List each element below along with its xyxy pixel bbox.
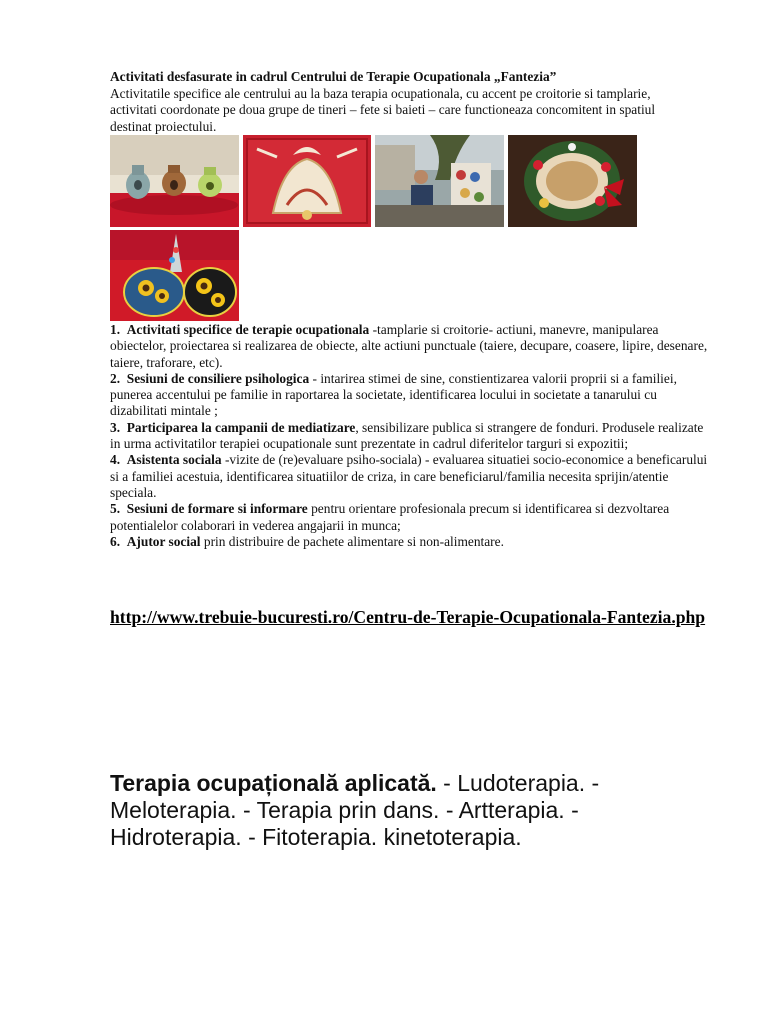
item-text: -tamplarie si croitorie- actiuni, manevre, manipularea obiectelor, proiectarea si realizarea de obiecte, alte actiuni punctuale (taiere, decupare, coasere, lipire, desenare, taiere, traforare, etc). — [110, 322, 708, 370]
item-text: prin distribuire de pachete alimentare si non-alimentare. — [200, 533, 504, 549]
item-number: 6. — [110, 533, 121, 549]
item-text: -vizite de (re)evaluare psiho-sociala) - evaluarea situatiei socio-economice a beneficarului si a familiei acestuia, identificarea situatiilor de criza, in care beneficiarul/familia necesita sprijin/atentie speciala. — [110, 452, 708, 500]
footer-text: - Ludoterapia. - Meloterapia. - Terapia prin dans. - Artterapia. - Hidroterapia. - Fitoterapia. kinetoterapia. — [110, 770, 600, 850]
item-heading: Participarea la campanii de mediatizare — [126, 419, 356, 435]
item-heading: Sesiuni de formare si informare — [126, 501, 308, 517]
painted-bell-photo — [243, 135, 371, 227]
sunflower-plates-photo — [110, 230, 239, 321]
item-number: 1. — [110, 322, 121, 337]
document-title: Activitati desfasurate in cadrul Centrului de Terapie Ocupationala „Fantezia” — [110, 69, 557, 84]
item-heading: Activitati specifice de terapie ocupationala — [126, 322, 370, 337]
christmas-wreath-photo — [508, 135, 637, 227]
item-number: 2. — [110, 370, 121, 386]
item-heading: Ajutor social — [126, 533, 201, 549]
source-link[interactable]: http://www.trebuie-bucuresti.ro/Centru-de-Terapie-Ocupationala-Fantezia.php — [110, 607, 706, 627]
list-item — [110, 322, 712, 371]
craft-fair-vendor-photo — [375, 135, 504, 227]
item-text: pentru orientare profesionala precum si identificarea si dezvoltarea potentialelor colaborari in vederea angajarii in munca; — [110, 501, 670, 533]
item-text: , sensibilizare publica si strangere de fonduri. Produsele realizate in urma activitatilor terapiei ocupationale sunt prezentate in cadrul diferitelor targuri si expozitii; — [110, 419, 704, 452]
item-heading: Sesiuni de consiliere psihologica — [126, 370, 310, 386]
list-item — [110, 420, 712, 453]
item-number: 5. — [110, 501, 121, 517]
footer-heading: Terapia ocupațională aplicată. — [110, 770, 437, 796]
list-item — [110, 501, 712, 534]
list-item — [110, 371, 712, 420]
list-item — [110, 452, 712, 501]
footer-paragraph — [110, 770, 670, 851]
item-number: 3. — [110, 419, 121, 435]
list-item — [110, 534, 712, 550]
item-number: 4. — [110, 452, 121, 468]
item-heading: Asistenta sociala — [126, 452, 222, 468]
ceramic-lamps-photo — [110, 135, 239, 227]
item-text: - intarirea stimei de sine, constientizarea valorii proprii si a familiei, punerea accentului pe familie in raportarea la societate, identificarea locului in societate a tanarului cu dizabilitati mintale ; — [110, 370, 677, 419]
activity-list — [110, 322, 712, 550]
intro-paragraph: Activitatile specifice ale centrului au la baza terapia ocupationala, cu accent pe croitorie si tamplarie, activitati coordonate pe doua grupe de tineri – fete si baieti – care functioneaza concomitent in spatiul destinat proiectului. — [110, 86, 656, 134]
